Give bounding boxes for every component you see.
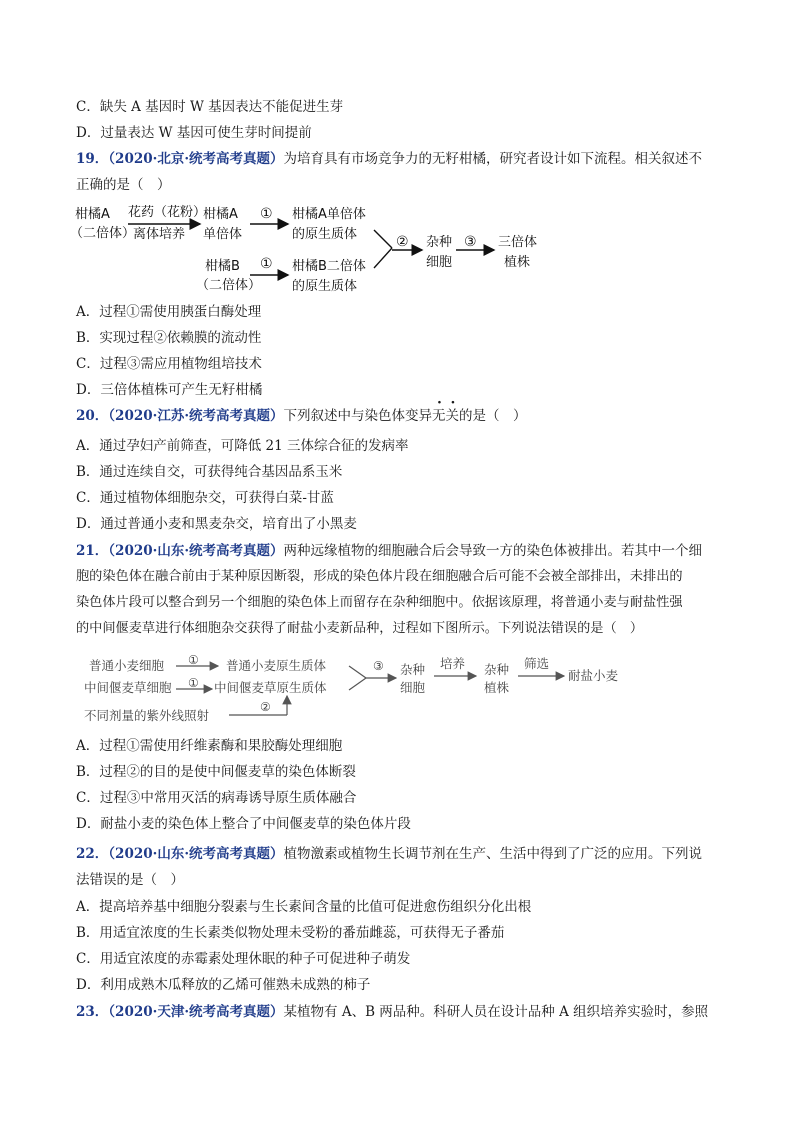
hybrid-cell-label2: 细胞 xyxy=(400,680,426,695)
q22-option-a: A．提高培养基中细胞分裂素与生长素间含量的比值可促进愈伤组织分化出根 xyxy=(76,899,532,915)
proto-b-label2: 的原生质体 xyxy=(292,279,358,294)
q21-option-b: B．过程②的目的是使中间偃麦草的染色体断裂 xyxy=(76,764,356,780)
q20-option-b: B．通过连续自交，可获得纯合基因品系玉米 xyxy=(76,464,343,480)
question-text: 植物激素或植物生长调节剂在生产、生活中得到了广泛的应用。下列说 xyxy=(283,846,703,862)
question-21-stem-2: 胞的染色体在融合前由于某种原因断裂，形成的染色体片段在细胞融合后可能不会被全部排出，未排出的 xyxy=(76,569,683,584)
q20-option-d: D．通过普通小麦和黑麦杂交，培育出了小黑麦 xyxy=(76,516,357,532)
hybrid-cell-label2: 细胞 xyxy=(426,255,453,270)
question-21-stem xyxy=(76,541,702,561)
question-number: 23． xyxy=(76,1004,109,1020)
question-text: 某植物有 A、B 两品种。科研人员在设计品种 A 组织培养实验时，参照 xyxy=(283,1004,709,1020)
triploid-label2: 植株 xyxy=(504,255,531,270)
q21-option-c: C．过程③中常用灭活的病毒诱导原生质体融合 xyxy=(76,790,357,806)
question-source: （2020·山东·统考高考真题） xyxy=(108,846,284,862)
hybrid-plant-label2: 植株 xyxy=(484,680,510,695)
flowchart-q21 xyxy=(84,650,644,730)
question-text: 两种远缘植物的细胞融合后会导致一方的染色体被排出。若其中一个细 xyxy=(283,543,703,559)
culture-label: 离体培养 xyxy=(133,227,186,242)
q21-option-d: D．耐盐小麦的染色体上整合了中间偃麦草的染色体片段 xyxy=(76,816,411,832)
question-text: 为培育具有市场竞争力的无籽柑橘，研究者设计如下流程。相关叙述不 xyxy=(283,151,703,167)
question-22-stem-cont: 法错误的是（ ） xyxy=(76,872,184,888)
flowchart-q19 xyxy=(70,198,570,298)
question-number: 19． xyxy=(76,151,109,167)
step-1-label: ① xyxy=(260,206,273,222)
citrus-a-ploidy: （二倍体） xyxy=(70,226,136,241)
proto-a-label2: 的原生质体 xyxy=(292,227,358,242)
triploid-label: 三倍体 xyxy=(498,235,538,250)
haploid-a-label2: 单倍体 xyxy=(203,227,243,242)
screen-label: 筛选 xyxy=(524,656,550,671)
q22-option-b: B．用适宜浓度的生长素类似物处理未受粉的番茄雌蕊，可获得无子番茄 xyxy=(76,925,505,941)
question-19-stem-cont: 正确的是（ ） xyxy=(76,177,171,193)
haploid-a-label: 柑橘A xyxy=(203,207,238,222)
q19-option-b: B．实现过程②依赖膜的流动性 xyxy=(76,330,262,346)
q22-option-c: C．用适宜浓度的赤霉素处理休眠的种子可促进种子萌发 xyxy=(76,951,411,967)
question-source: （2020·江苏·统考高考真题） xyxy=(108,408,284,424)
grass-cell-label: 中间偃麦草细胞 xyxy=(84,680,172,695)
pollen-label: 花药（花粉） xyxy=(128,205,207,220)
question-number: 22． xyxy=(76,846,109,862)
step-1a-label: ① xyxy=(188,653,199,667)
citrus-b-ploidy: （二倍体） xyxy=(196,278,262,293)
question-text-end: 的是（ ） xyxy=(459,408,527,424)
citrus-b-label: 柑橘B xyxy=(205,259,240,274)
question-19-stem xyxy=(76,149,702,169)
option-d-prev: D．过量表达 W 基因可使生芽时间提前 xyxy=(76,125,312,141)
q22-option-d: D．利用成熟木瓜释放的乙烯可催熟未成熟的柿子 xyxy=(76,977,371,993)
question-21-stem-3: 染色体片段可以整合到另一个细胞的染色体上而留存在杂种细胞中。依据该原理，将普通小麦与耐盐性强 xyxy=(76,595,683,610)
uv-label: 不同剂量的紫外线照射 xyxy=(84,708,210,723)
wheat-cell-label: 普通小麦细胞 xyxy=(89,658,165,673)
question-number: 21． xyxy=(76,543,109,559)
step-2-label: ② xyxy=(396,234,409,250)
hybrid-cell-label: 杂种 xyxy=(400,662,426,677)
question-number: 20． xyxy=(76,408,109,424)
q19-option-a: A．过程①需使用胰蛋白酶处理 xyxy=(76,304,262,320)
q21-option-a: A．过程①需使用纤维素酶和果胶酶处理细胞 xyxy=(76,738,343,754)
culture-label: 培养 xyxy=(440,656,466,671)
question-source: （2020·山东·统考高考真题） xyxy=(108,543,284,559)
q19-option-d: D．三倍体植株可产生无籽柑橘 xyxy=(76,382,263,398)
question-21-stem-4: 的中间偃麦草进行体细胞杂交获得了耐盐小麦新品种，过程如下图所示。下列说法错误的是（ ） xyxy=(76,621,644,636)
hybrid-plant-label: 杂种 xyxy=(484,662,510,677)
q19-option-c: C．过程③需应用植物组培技术 xyxy=(76,356,262,372)
emphasis-char: 无 xyxy=(432,408,446,424)
proto-b-label: 柑橘B二倍体 xyxy=(292,259,366,274)
step-1b-label: ① xyxy=(188,676,199,690)
step-3-label: ③ xyxy=(373,659,384,673)
question-20-stem xyxy=(76,406,527,426)
proto-a-label: 柑橘A单倍体 xyxy=(292,207,366,222)
citrus-a-label: 柑橘A xyxy=(75,207,110,222)
question-source: （2020·天津·统考高考真题） xyxy=(108,1004,284,1020)
hybrid-cell-label: 杂种 xyxy=(426,235,453,250)
wheat-proto-label: 普通小麦原生质体 xyxy=(226,658,327,673)
step-2-label: ② xyxy=(260,700,271,714)
question-source: （2020·北京·统考高考真题） xyxy=(108,151,284,167)
question-22-stem xyxy=(76,844,702,864)
q20-option-a: A．通过孕妇产前筛查，可降低 21 三体综合征的发病率 xyxy=(76,438,409,454)
step-1b-label: ① xyxy=(260,256,273,272)
question-text: 下列叙述中与染色体变异 xyxy=(283,408,433,424)
emphasis-char: 关 xyxy=(445,408,460,424)
option-c-prev: C．缺失 A 基因时 W 基因表达不能促进生芽 xyxy=(76,99,344,115)
q20-option-c: C．通过植物体细胞杂交，可获得白菜-甘蓝 xyxy=(76,490,334,506)
result-label: 耐盐小麦 xyxy=(568,668,619,683)
step-3-label: ③ xyxy=(464,234,477,250)
grass-proto-label: 中间偃麦草原生质体 xyxy=(214,680,327,695)
question-23-stem xyxy=(76,1002,708,1022)
